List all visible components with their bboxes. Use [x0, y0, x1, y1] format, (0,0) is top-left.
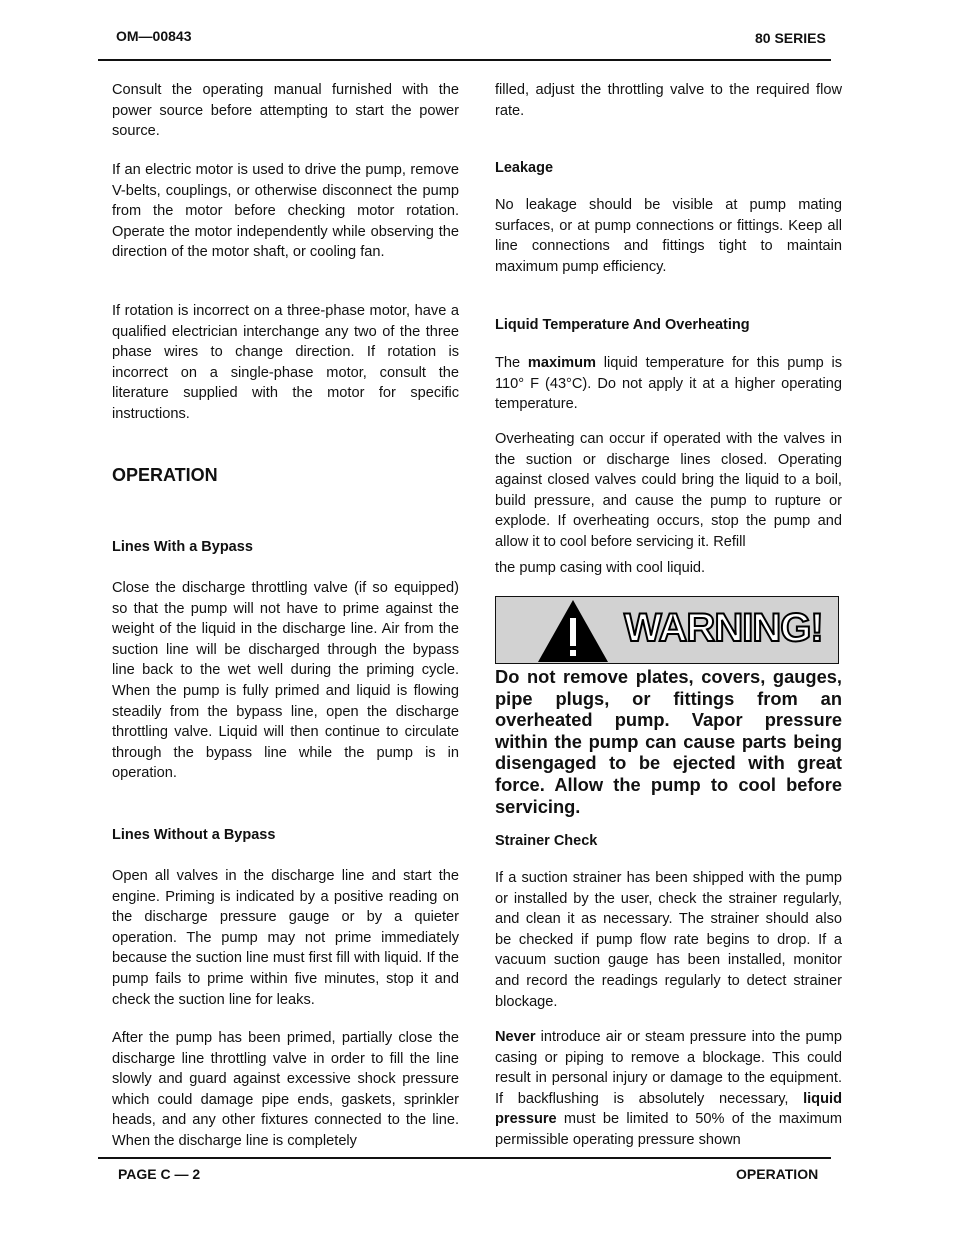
no-bypass-heading: Lines Without a Bypass	[112, 827, 276, 843]
strainer-heading: Strainer Check	[495, 833, 598, 849]
electric-motor-paragraph: If an electric motor is used to drive the pump, remove V-belts, couplings, or otherwise disconnect the pump from the motor before checking motor rotation. Operate the motor independently while observing the direction of the motor shaft, or cooling fan.	[112, 162, 459, 261]
power-source-paragraph: Consult the operating manual furnished with the power source before attempting to start the power source.	[112, 82, 459, 140]
page-number: PAGE C — 2	[118, 1166, 201, 1182]
bypass-paragraph: Close the discharge throttling valve (if so equipped) so that the pump will not have to prime against the weight of the liquid in the discharge line. Air from the suction line will be discharged through the bypass line back to the wet well during the priming cycle. When the pump is fully primed and liquid is flowing steadily from the bypass line, open the discharge throttling valve. Liquid will then continue to circulate through the bypass line while the pump is in operation.	[112, 580, 459, 782]
never-emphasis: Never	[495, 1029, 536, 1045]
temperature-text-start: The	[495, 355, 528, 371]
temperature-heading: Liquid Temperature And Overheating	[495, 317, 750, 333]
leakage-heading: Leakage	[495, 160, 554, 176]
warning-label: WARNING!	[624, 606, 823, 650]
never-text: introduce air or steam pressure into the pump casing or piping to remove a blockage. This could result in personal injury or damage to the equipment. If backflushing is absolutely necessary,	[495, 1029, 842, 1107]
overheating-paragraph: Overheating can occur if operated with the valves in the suction or discharge lines closed. Operating against closed valves could bring the liquid to a boil, build pressure, and cause the pump to rupture or explode. If overheating occurs, stop the pump and allow it to cool before servicing it. Refill	[495, 431, 842, 550]
strainer-paragraph: If a suction strainer has been shipped with the pump or installed by the user, check the strainer regularly, and clean it as necessary. The strainer should also be checked if pump flow rate begins to drop. If a vacuum suction gauge has been installed, monitor and record the readings regularly to detect strainer blockage.	[495, 870, 842, 1010]
warning-text	[495, 666, 842, 817]
footer-rule	[98, 1157, 831, 1159]
doc-number: OM—00843	[116, 28, 192, 44]
primed-paragraph: After the pump has been primed, partially close the discharge line throttling valve in order to fill the line slowly and guard against excessive shock pressure which could damage pipe ends, gaskets, sprinkler heads, and any other fixtures connected to the line. When the discharge line is completely	[112, 1030, 459, 1149]
operation-heading: OPERATION	[112, 465, 218, 485]
never-tail: must be limited to 50% of the maximum permissible operating pressure shown	[495, 1111, 842, 1148]
warning-triangle-icon	[536, 598, 610, 664]
header-rule	[98, 59, 831, 61]
right-column-lower	[495, 830, 842, 1160]
temperature-paragraph	[495, 353, 842, 415]
temperature-text-end: liquid temperature for this pump is 110° F (43°C). Do not apply it at a higher operating temperature.	[495, 355, 843, 413]
continued-paragraph: filled, adjust the throttling valve to the required flow rate.	[495, 82, 842, 119]
maximum-emphasis: maximum	[527, 355, 597, 371]
left-column	[112, 80, 459, 1160]
rotation-paragraph: If rotation is incorrect on a three-phase motor, have a qualified electrician interchange any two of the three phase wires to change direction. If rotation is incorrect on a single-phase motor, consult the literature supplied with the motor for specific instructions.	[112, 303, 459, 422]
warning-banner	[495, 596, 839, 664]
series-label: 80 SERIES	[755, 30, 826, 46]
bypass-heading: Lines With a Bypass	[112, 539, 253, 555]
leakage-paragraph: No leakage should be visible at pump mating surfaces, or at pump connections or fittings. Keep all line connections and fittings tight to maintain maximum pump efficiency.	[495, 197, 842, 275]
section-label: OPERATION	[736, 1166, 819, 1182]
no-bypass-paragraph: Open all valves in the discharge line and start the engine. Priming is indicated by a positive reading on the discharge pressure gauge or by a quieter operation. The pump may not prime immediately because the suction line must first fill with liquid. If the pump fails to prime within five minutes, stop it and check the suction line for leaks.	[112, 868, 459, 1008]
never-paragraph	[495, 1027, 842, 1151]
warning-message: Do not remove plates, covers, gauges, pipe plugs, or fittings from an overheated pump. Vapor pressure within the pump can cause parts being disengaged to be ejected with great force. Allow the pump to cool before servicing.	[495, 666, 842, 817]
liquid-pressure-emphasis: liquid pressure	[495, 1090, 842, 1128]
overheating-last-line: the pump casing with cool liquid.	[495, 560, 706, 576]
